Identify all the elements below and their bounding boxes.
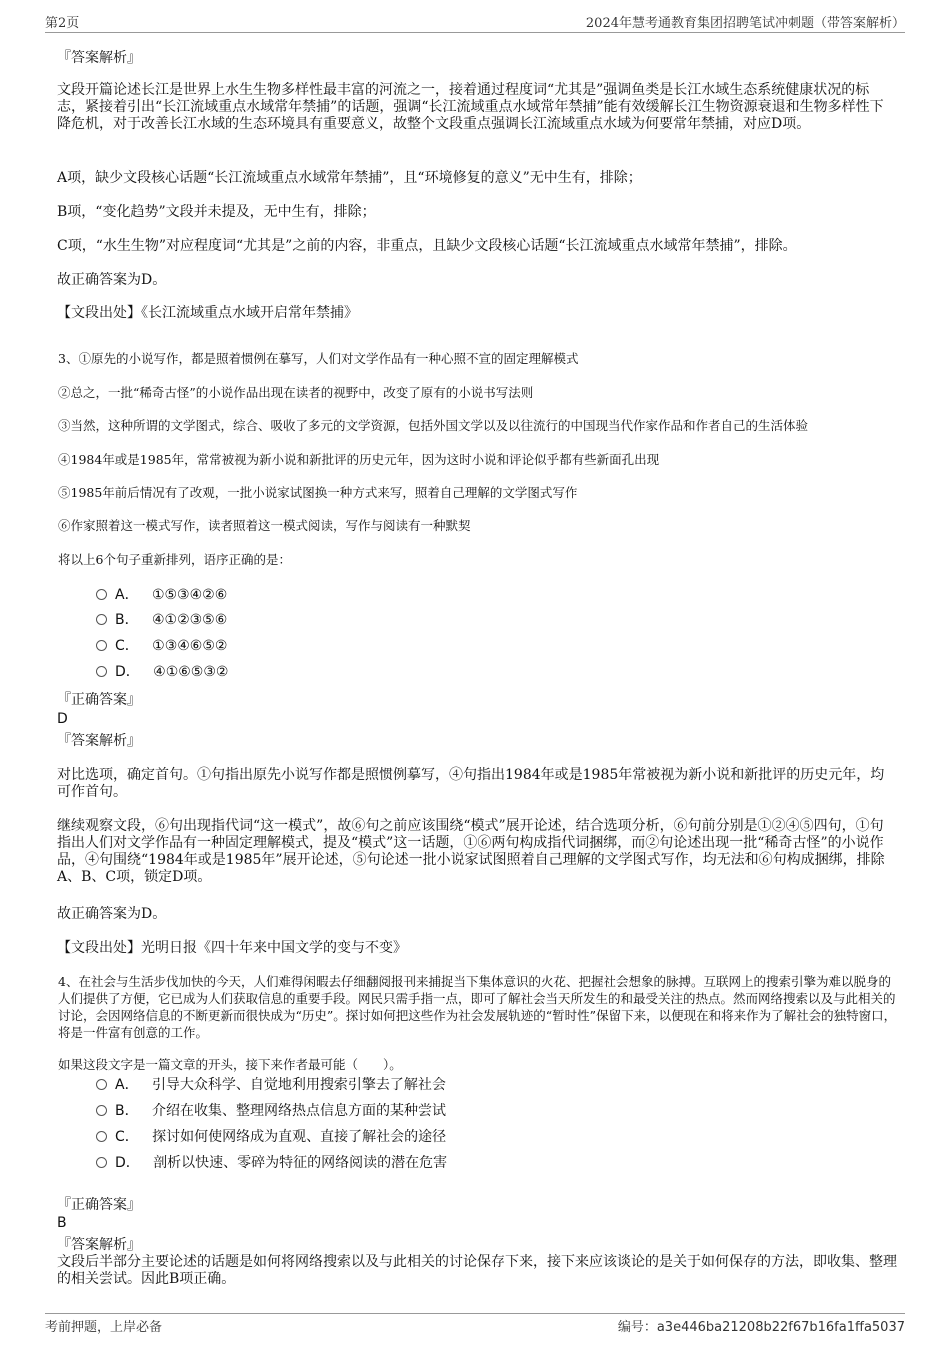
q4-analysis-paragraph: 文段后半部分主要论述的话题是如何将网络搜索以及与此相关的讨论保存下来，接下来应该谈论的是关于如何保存的方法，即收集、整理的相关尝试。因此B项正确。: [57, 1254, 897, 1287]
option-text: ④①⑥⑤③②: [153, 664, 229, 680]
q2-source: 【文段出处】《长江流域重点水域开启常年禁捕》: [57, 305, 358, 321]
q3-conclusion: 故正确答案为D。: [57, 906, 167, 922]
q3-correct-answer: D: [57, 711, 68, 727]
q3-prompt: 将以上6个句子重新排列，语序正确的是：: [58, 552, 291, 567]
q4-correct-answer: B: [57, 1215, 67, 1231]
q4-option-d[interactable]: [96, 1153, 447, 1173]
q4-stem: 4、在社会与生活步伐加快的今天，人们难得闲暇去仔细翻阅报刊来捕捉当下集体意识的火花、把握社会想象的脉搏。互联网上的搜索引擎为难以脱身的人们提供了方便，它已成为人们获取信息的重要手段。网民只需手指一点，即可了解社会当天所发生的和最受关注的热点。然而网络搜索以及与此相关的讨论，会因网络信息的不断更新而很快成为“历史”。探讨如何把这些作为社会发展轨迹的“暂时性”保留下来，以便现在和将来作为了解社会的独特窗口，将是一件富有创意的工作。: [58, 974, 897, 1040]
option-text: 探讨如何使网络成为直观、直接了解社会的途径: [152, 1129, 447, 1145]
q3-analysis-paragraph-1: 对比选项，确定首句。①句指出原先小说写作都是照惯例摹写，④句指出1984年或是1985年常被视为新小说和新批评的历史元年，均可作首句。: [57, 767, 885, 800]
footer-slogan: 考前押题，上岸必备: [45, 1320, 163, 1335]
q2-analysis-option-a: A项，缺少文段核心话题“长江流域重点水域常年禁捕”，且“环境修复的意义”无中生有，排除；: [57, 170, 642, 186]
option-label: C．: [115, 638, 139, 654]
document-title: 2024年慧考通教育集团招聘笔试冲刺题（带答案解析）: [585, 16, 905, 31]
q3-option-d[interactable]: [96, 662, 228, 682]
option-text: 剖析以快速、零碎为特征的网络阅读的潜在危害: [153, 1155, 448, 1171]
q3-analysis-label: 『答案解析』: [57, 733, 141, 749]
q3-analysis-paragraph-2: 继续观察文段，⑥句出现指代词“这一模式”，故⑥句之前应该围绕“模式”展开论述，结合选项分析，⑥句前分别是①②④⑤四句，①句指出人们对文学作品有一种固定理解模式，提及“模式”这一话题，①⑥两句构成指代词捆绑，而②句论述出现一批“稀奇古怪”的小说作品，④句围绕“1984年或是1985年”展开论述，⑤句论述一批小说家试图照着自己理解的文学图式写作，均无法和⑥句构成捆绑，排除A、B、C项，锁定D项。: [57, 818, 885, 885]
q4-option-a[interactable]: [96, 1075, 446, 1095]
radio-icon[interactable]: [96, 1131, 107, 1142]
radio-icon[interactable]: [96, 1105, 107, 1116]
q3-option-c[interactable]: [96, 636, 227, 656]
option-text: ①⑤③④②⑥: [151, 587, 228, 603]
option-label: C．: [115, 1129, 139, 1145]
q2-conclusion: 故正确答案为D。: [57, 272, 167, 288]
page-footer: [45, 1316, 905, 1338]
q3-source: 【文段出处】光明日报《四十年来中国文学的变与不变》: [57, 940, 407, 956]
q4-analysis-label: 『答案解析』: [57, 1237, 141, 1253]
radio-icon[interactable]: [96, 589, 107, 600]
q3-sentence-3: ③当然，这种所谓的文学图式，综合、吸收了多元的文学资源，包括外国文学以及以往流行的中国现当代作家作品和作者自己的生活体验: [58, 418, 809, 433]
q2-analysis-option-b: B项，“变化趋势”文段并未提及，无中生有，排除；: [57, 204, 376, 220]
q3-sentence-6: ⑥作家照着这一模式写作，读者照着这一模式阅读，写作与阅读有一种默契: [58, 518, 471, 533]
q3-sentence-1: 3、①原先的小说写作，都是照着惯例在摹写，人们对文学作品有一种心照不宣的固定理解模式: [58, 351, 579, 366]
option-label: D．: [115, 664, 140, 680]
option-label: A．: [115, 1077, 139, 1093]
option-label: B．: [115, 612, 139, 628]
option-text: 引导大众科学、自觉地利用搜索引擎去了解社会: [151, 1077, 446, 1093]
radio-icon[interactable]: [96, 1157, 107, 1168]
page-header: [45, 12, 905, 34]
radio-icon[interactable]: [96, 614, 107, 625]
q3-sentence-2: ②总之，一批“稀奇古怪”的小说作品出现在读者的视野中，改变了原有的小说书写法则: [58, 385, 534, 400]
header-divider: [45, 32, 905, 33]
radio-icon[interactable]: [96, 640, 107, 651]
q3-sentence-5: ⑤1985年前后情况有了改观，一批小说家试图换一种方式来写，照着自己理解的文学图式写作: [58, 485, 578, 500]
q4-option-c[interactable]: [96, 1127, 446, 1147]
q2-analysis-option-c: C项，“水生生物”对应程度词“尤其是”之前的内容，非重点，且缺少文段核心话题“长江流域重点水域常年禁捕”，排除。: [57, 238, 797, 254]
q3-option-b[interactable]: [96, 610, 227, 630]
page-number: 第2页: [45, 16, 80, 31]
option-label: B．: [115, 1103, 139, 1119]
q2-analysis-paragraph: 文段开篇论述长江是世界上水生生物多样性最丰富的河流之一，接着通过程度词“尤其是”强调鱼类是长江水域生态系统健康状况的标志，紧接着引出“长江流域重点水域常年禁捕”的话题，强调“长江流域重点水域常年禁捕”能有效缓解长江生物资源衰退和生物多样性下降危机，对于改善长江水域的生态环境具有重要意义，故整个文段重点强调长江流域重点水域为何要常年禁捕，对应D项。: [57, 82, 884, 132]
q3-correct-label: 『正确答案』: [57, 692, 141, 708]
q3-option-a[interactable]: [96, 585, 227, 605]
radio-icon[interactable]: [96, 666, 107, 677]
option-text: ④①②③⑤⑥: [151, 612, 228, 628]
q2-analysis-label: 『答案解析』: [57, 50, 141, 66]
q4-correct-label: 『正确答案』: [57, 1197, 141, 1213]
option-label: D．: [115, 1155, 140, 1171]
option-text: ①③④⑥⑤②: [152, 638, 228, 654]
q4-prompt: 如果这段文字是一篇文章的开头，接下来作者最可能（ ）。: [58, 1057, 402, 1072]
option-text: 介绍在收集、整理网络热点信息方面的某种尝试: [151, 1103, 446, 1119]
option-label: A．: [115, 587, 139, 603]
footer-divider: [45, 1313, 905, 1314]
q3-sentence-4: ④1984年或是1985年，常常被视为新小说和新批评的历史元年，因为这时小说和评论似乎都有些新面孔出现: [58, 452, 660, 467]
q4-option-b[interactable]: [96, 1101, 446, 1121]
radio-icon[interactable]: [96, 1079, 107, 1090]
document-serial: 编号：a3e446ba21208b22f67b16fa1ffa5037: [617, 1320, 905, 1335]
